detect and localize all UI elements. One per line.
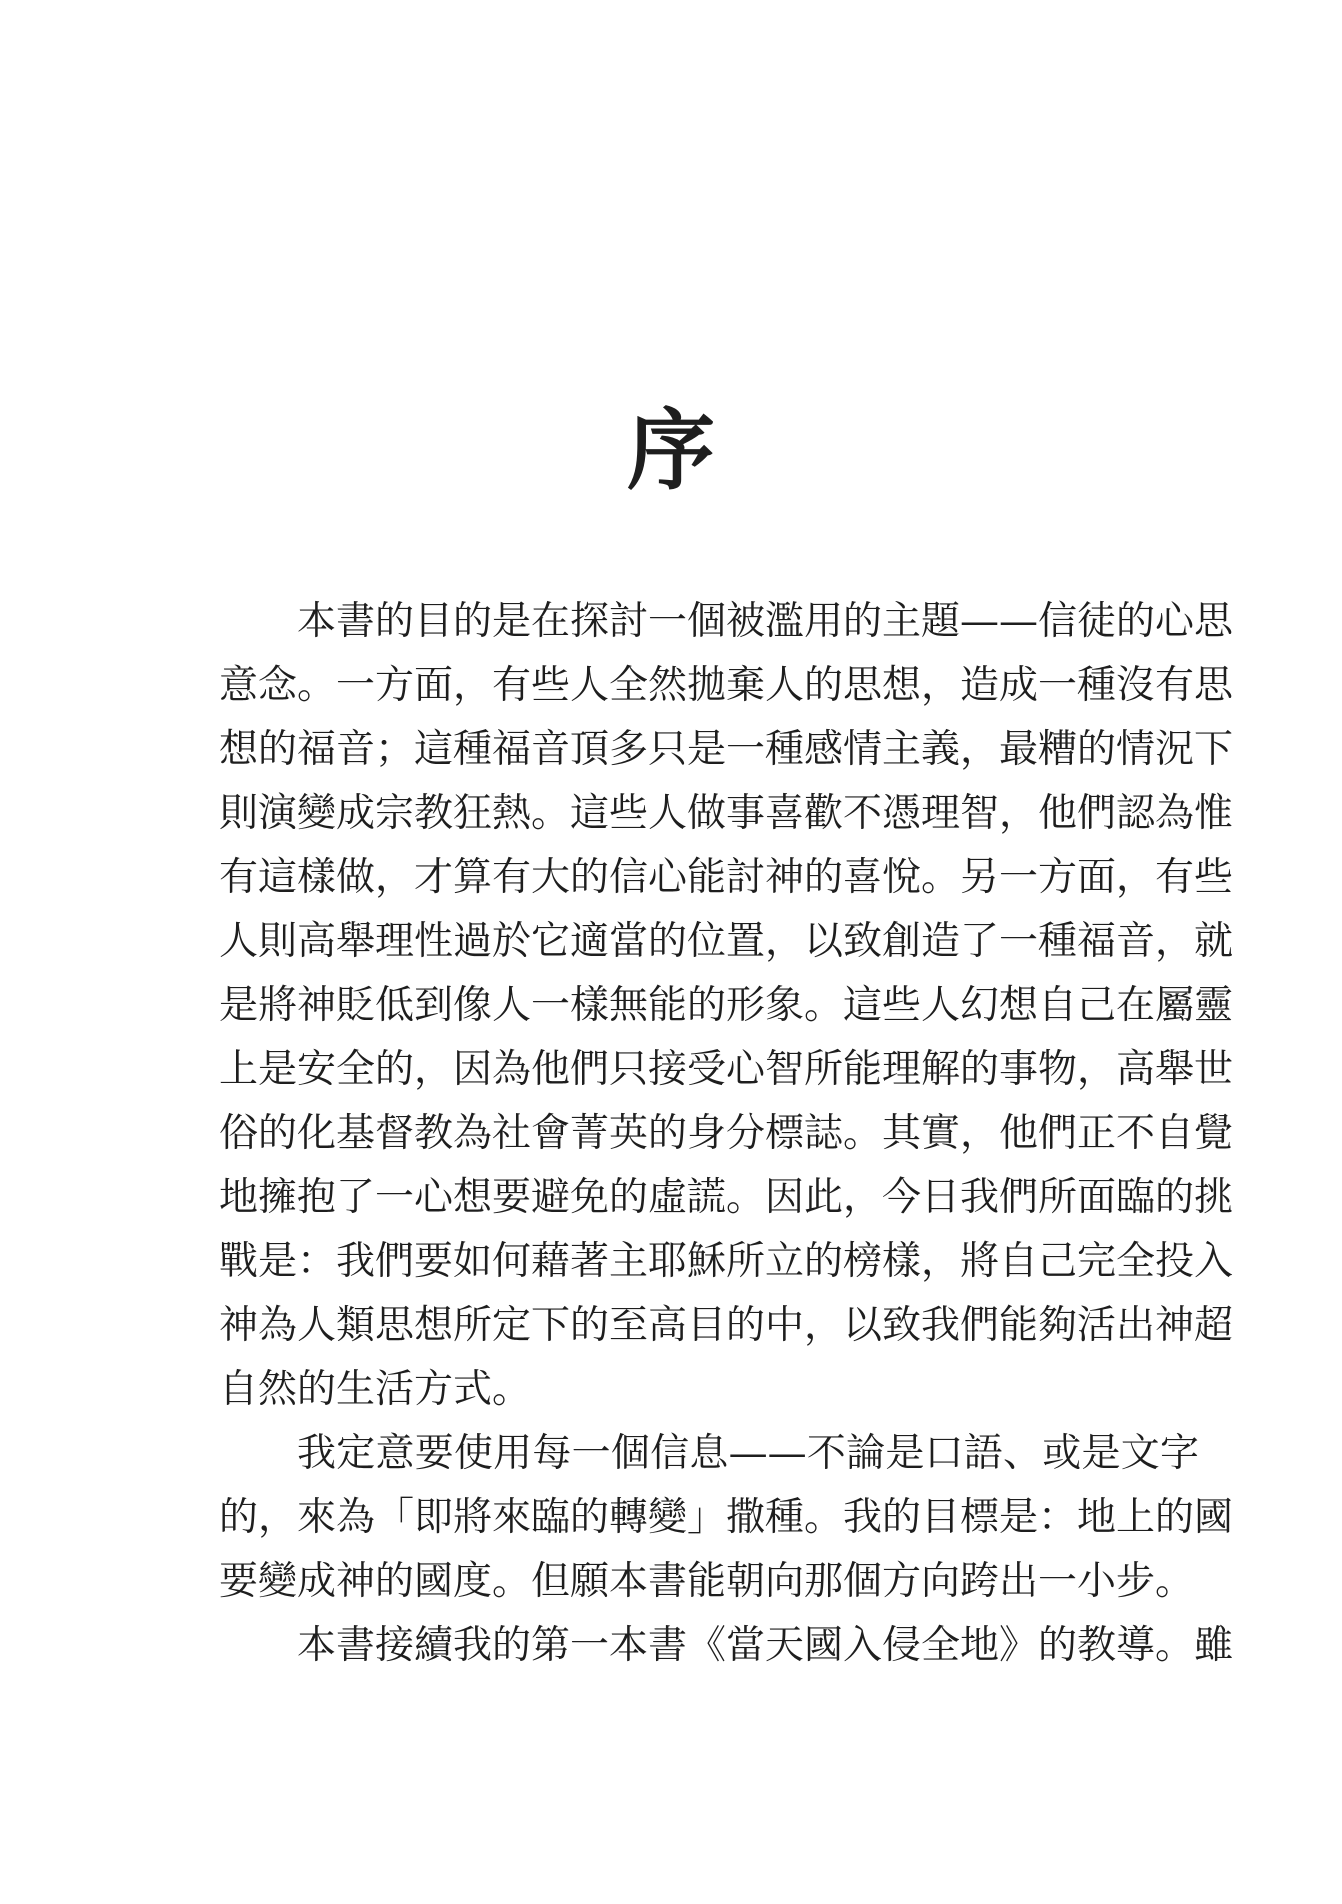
text-line: 本書接續我的第一本書《當天國入侵全地》的教導。雖 <box>297 1623 1234 1668</box>
text-line: 自然的生活方式。 <box>219 1367 532 1412</box>
text-line: 俗的化基督教為社會菁英的身分標誌。其實，他們正不自覺 <box>219 1111 1234 1156</box>
page-title: 序 <box>626 398 715 502</box>
text-line: 人則高舉理性過於它適當的位置，以致創造了一種福音，就 <box>219 919 1234 964</box>
text-line: 有這樣做，才算有大的信心能討神的喜悅。另一方面，有些 <box>219 855 1234 900</box>
text-line: 要變成神的國度。但願本書能朝向那個方向跨出一小步。 <box>219 1559 1195 1604</box>
text-line: 則演變成宗教狂熱。這些人做事喜歡不憑理智，他們認為惟 <box>219 791 1234 836</box>
text-line: 地擁抱了一心想要避免的虛謊。因此，今日我們所面臨的挑 <box>219 1175 1234 1220</box>
text-line: 我定意要使用每一個信息——不論是口語、或是文字 <box>297 1431 1199 1476</box>
text-line: 神為人類思想所定下的至高目的中，以致我們能夠活出神超 <box>219 1303 1234 1348</box>
text-line: 意念。一方面，有些人全然拋棄人的思想，造成一種沒有思 <box>219 663 1234 708</box>
preface-body <box>219 590 1234 1678</box>
text-line: 想的福音；這種福音頂多只是一種感情主義，最糟的情況下 <box>219 727 1234 772</box>
text-line: 戰是：我們要如何藉著主耶穌所立的榜樣，將自己完全投入 <box>219 1239 1234 1284</box>
text-line: 是將神貶低到像人一樣無能的形象。這些人幻想自己在屬靈 <box>219 983 1234 1028</box>
text-line: 上是安全的，因為他們只接受心智所能理解的事物，高舉世 <box>219 1047 1234 1092</box>
text-line: 的，來為「即將來臨的轉變」撒種。我的目標是：地上的國 <box>219 1495 1234 1540</box>
text-line: 本書的目的是在探討一個被濫用的主題——信徒的心思 <box>297 599 1234 644</box>
